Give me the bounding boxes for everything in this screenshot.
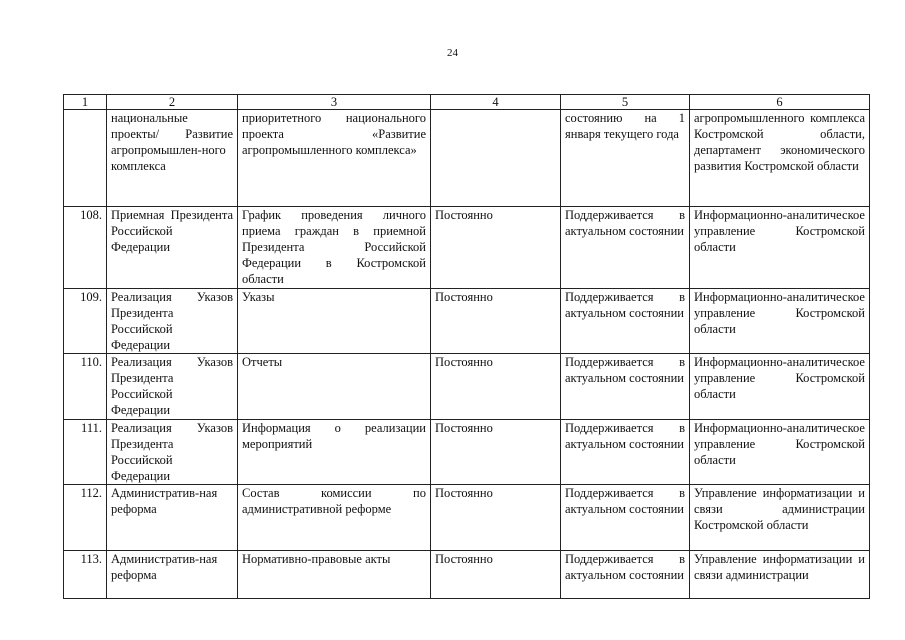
column-header-3: 3 <box>238 95 431 110</box>
column-header-5: 5 <box>561 95 690 110</box>
update-status: Поддерживается в актуальном состоянии <box>561 485 690 551</box>
table-header <box>64 95 870 110</box>
responsible-body: Информационно-аналитическое управление Костромской области <box>690 289 870 354</box>
update-period: Постоянно <box>431 289 561 354</box>
table-body <box>64 110 870 599</box>
header-row <box>64 95 870 110</box>
row-number: 110. <box>64 354 107 420</box>
update-status: Поддерживается в актуальном состоянии <box>561 207 690 289</box>
update-status: Поддерживается в актуальном состоянии <box>561 354 690 420</box>
section-name: Административ-ная реформа <box>107 551 238 599</box>
document-name: Информация о реализации мероприятий <box>238 420 431 485</box>
document-name: Отчеты <box>238 354 431 420</box>
update-status: Поддерживается в актуальном состоянии <box>561 289 690 354</box>
section-name: Реализация Указов Президента Российской Федерации <box>107 289 238 354</box>
section-name: Реализация Указов Президента Российской Федерации <box>107 420 238 485</box>
document-name: Нормативно-правовые акты <box>238 551 431 599</box>
page-number: 24 <box>447 47 458 59</box>
row-number: 108. <box>64 207 107 289</box>
table-row <box>64 420 870 485</box>
table-row <box>64 289 870 354</box>
update-status: состоянию на 1 января текущего года <box>561 110 690 207</box>
update-status: Поддерживается в актуальном состоянии <box>561 420 690 485</box>
table-row <box>64 485 870 551</box>
table-row <box>64 110 870 207</box>
row-number <box>64 110 107 207</box>
registry-table <box>63 94 870 599</box>
row-number: 109. <box>64 289 107 354</box>
table-row <box>64 354 870 420</box>
responsible-body: Информационно-аналитическое управление Костромской области <box>690 207 870 289</box>
column-header-1: 1 <box>64 95 107 110</box>
table-row <box>64 207 870 289</box>
responsible-body: Информационно-аналитическое управление Костромской области <box>690 354 870 420</box>
column-header-6: 6 <box>690 95 870 110</box>
section-name: национальные проекты/ Развитие агропромышлен-ного комплекса <box>107 110 238 207</box>
update-period: Постоянно <box>431 420 561 485</box>
document-name: График проведения личного приема граждан в приемной Президента Российской Федерации в Костромской области <box>238 207 431 289</box>
section-name: Реализация Указов Президента Российской Федерации <box>107 354 238 420</box>
responsible-body: Управление информатизации и связи администрации <box>690 551 870 599</box>
column-header-4: 4 <box>431 95 561 110</box>
document-name: Состав комиссии по административной реформе <box>238 485 431 551</box>
table-row <box>64 551 870 599</box>
update-period: Постоянно <box>431 207 561 289</box>
update-period: Постоянно <box>431 485 561 551</box>
responsible-body: агропромышленного комплекса Костромской области, департамент экономического развития Костромской области <box>690 110 870 207</box>
update-period <box>431 110 561 207</box>
responsible-body: Информационно-аналитическое управление Костромской области <box>690 420 870 485</box>
row-number: 111. <box>64 420 107 485</box>
column-header-2: 2 <box>107 95 238 110</box>
row-number: 113. <box>64 551 107 599</box>
row-number: 112. <box>64 485 107 551</box>
responsible-body: Управление информатизации и связи администрации Костромской области <box>690 485 870 551</box>
update-period: Постоянно <box>431 551 561 599</box>
document-name: приоритетного национального проекта «Развитие агропромышленного комплекса» <box>238 110 431 207</box>
section-name: Приемная Президента Российской Федерации <box>107 207 238 289</box>
section-name: Административ-ная реформа <box>107 485 238 551</box>
update-period: Постоянно <box>431 354 561 420</box>
update-status: Поддерживается в актуальном состоянии <box>561 551 690 599</box>
document-name: Указы <box>238 289 431 354</box>
